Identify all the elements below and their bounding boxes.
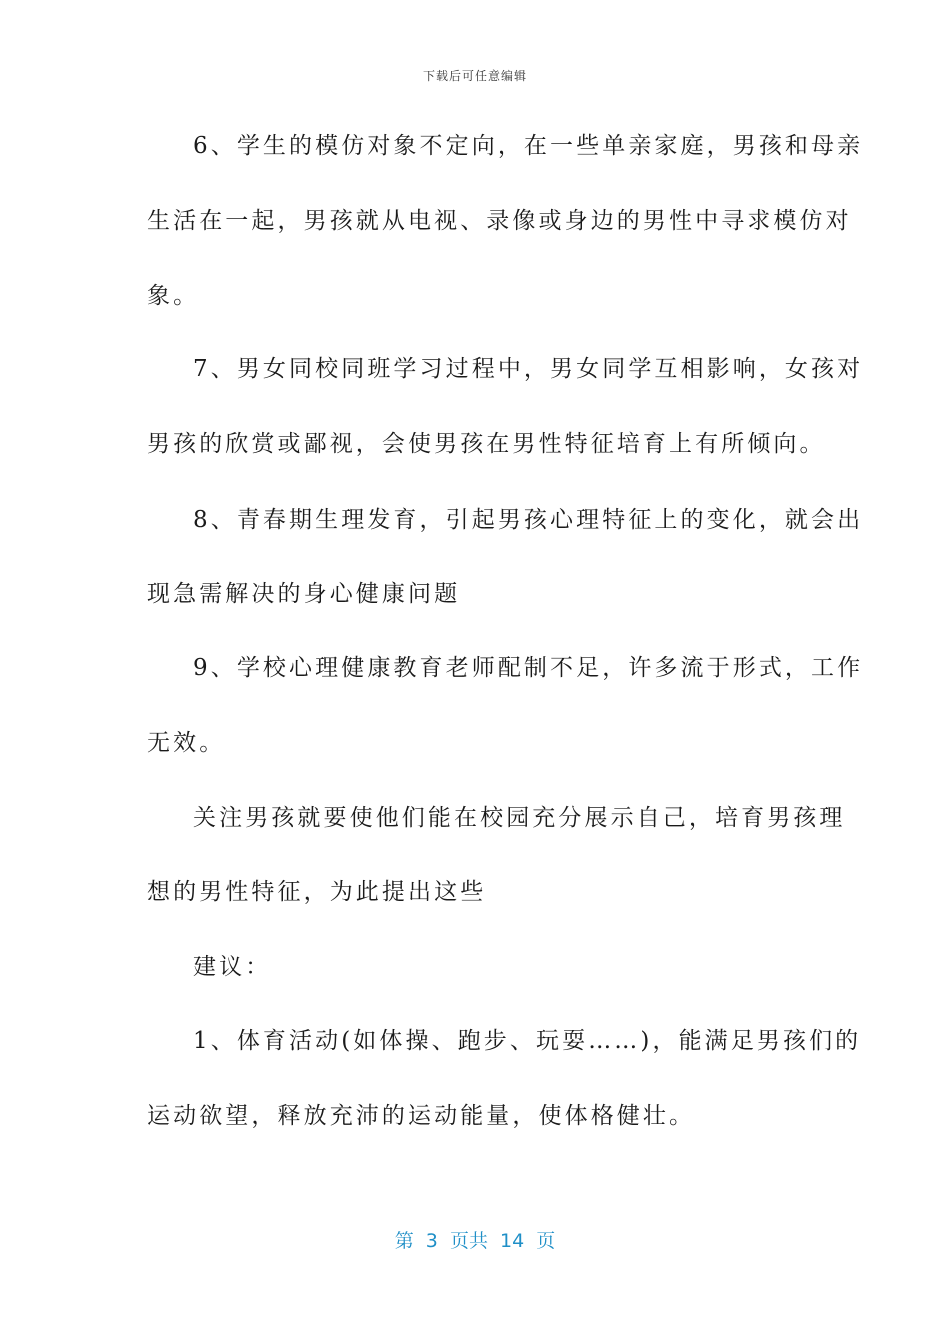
paragraph-line: 关注男孩就要使他们能在校园充分展示自己，培育男孩理: [193, 805, 846, 831]
paragraph-line: 7、男女同校同班学习过程中，男女同学互相影响，女孩对: [193, 356, 864, 382]
paragraph-line: 象。: [147, 283, 200, 309]
page-number: 第 3 页共 14 页: [394, 1230, 556, 1252]
paragraph-line: 生活在一起，男孩就从电视、录像或身边的男性中寻求模仿对: [147, 208, 852, 234]
paragraph-line: 6、学生的模仿对象不定向，在一些单亲家庭，男孩和母亲: [193, 133, 864, 159]
paragraph-line: 8、青春期生理发育，引起男孩心理特征上的变化，就会出: [193, 507, 864, 533]
paragraph-line: 无效。: [147, 730, 226, 756]
paragraph-line: 现急需解决的身心健康问题: [147, 581, 461, 607]
header-note: 下载后可任意编辑: [422, 69, 527, 83]
paragraph-line: 1、体育活动(如体操、跑步、玩耍……)，能满足男孩们的: [193, 1028, 862, 1054]
paragraph-line: 建议：: [193, 954, 272, 980]
paragraph-line: 男孩的欣赏或鄙视，会使男孩在男性特征培育上有所倾向。: [147, 431, 826, 457]
paragraph-line: 9、学校心理健康教育老师配制不足，许多流于形式，工作: [193, 655, 864, 681]
paragraph-line: 想的男性特征，为此提出这些: [147, 879, 487, 905]
paragraph-line: 运动欲望，释放充沛的运动能量，使体格健壮。: [147, 1103, 696, 1129]
